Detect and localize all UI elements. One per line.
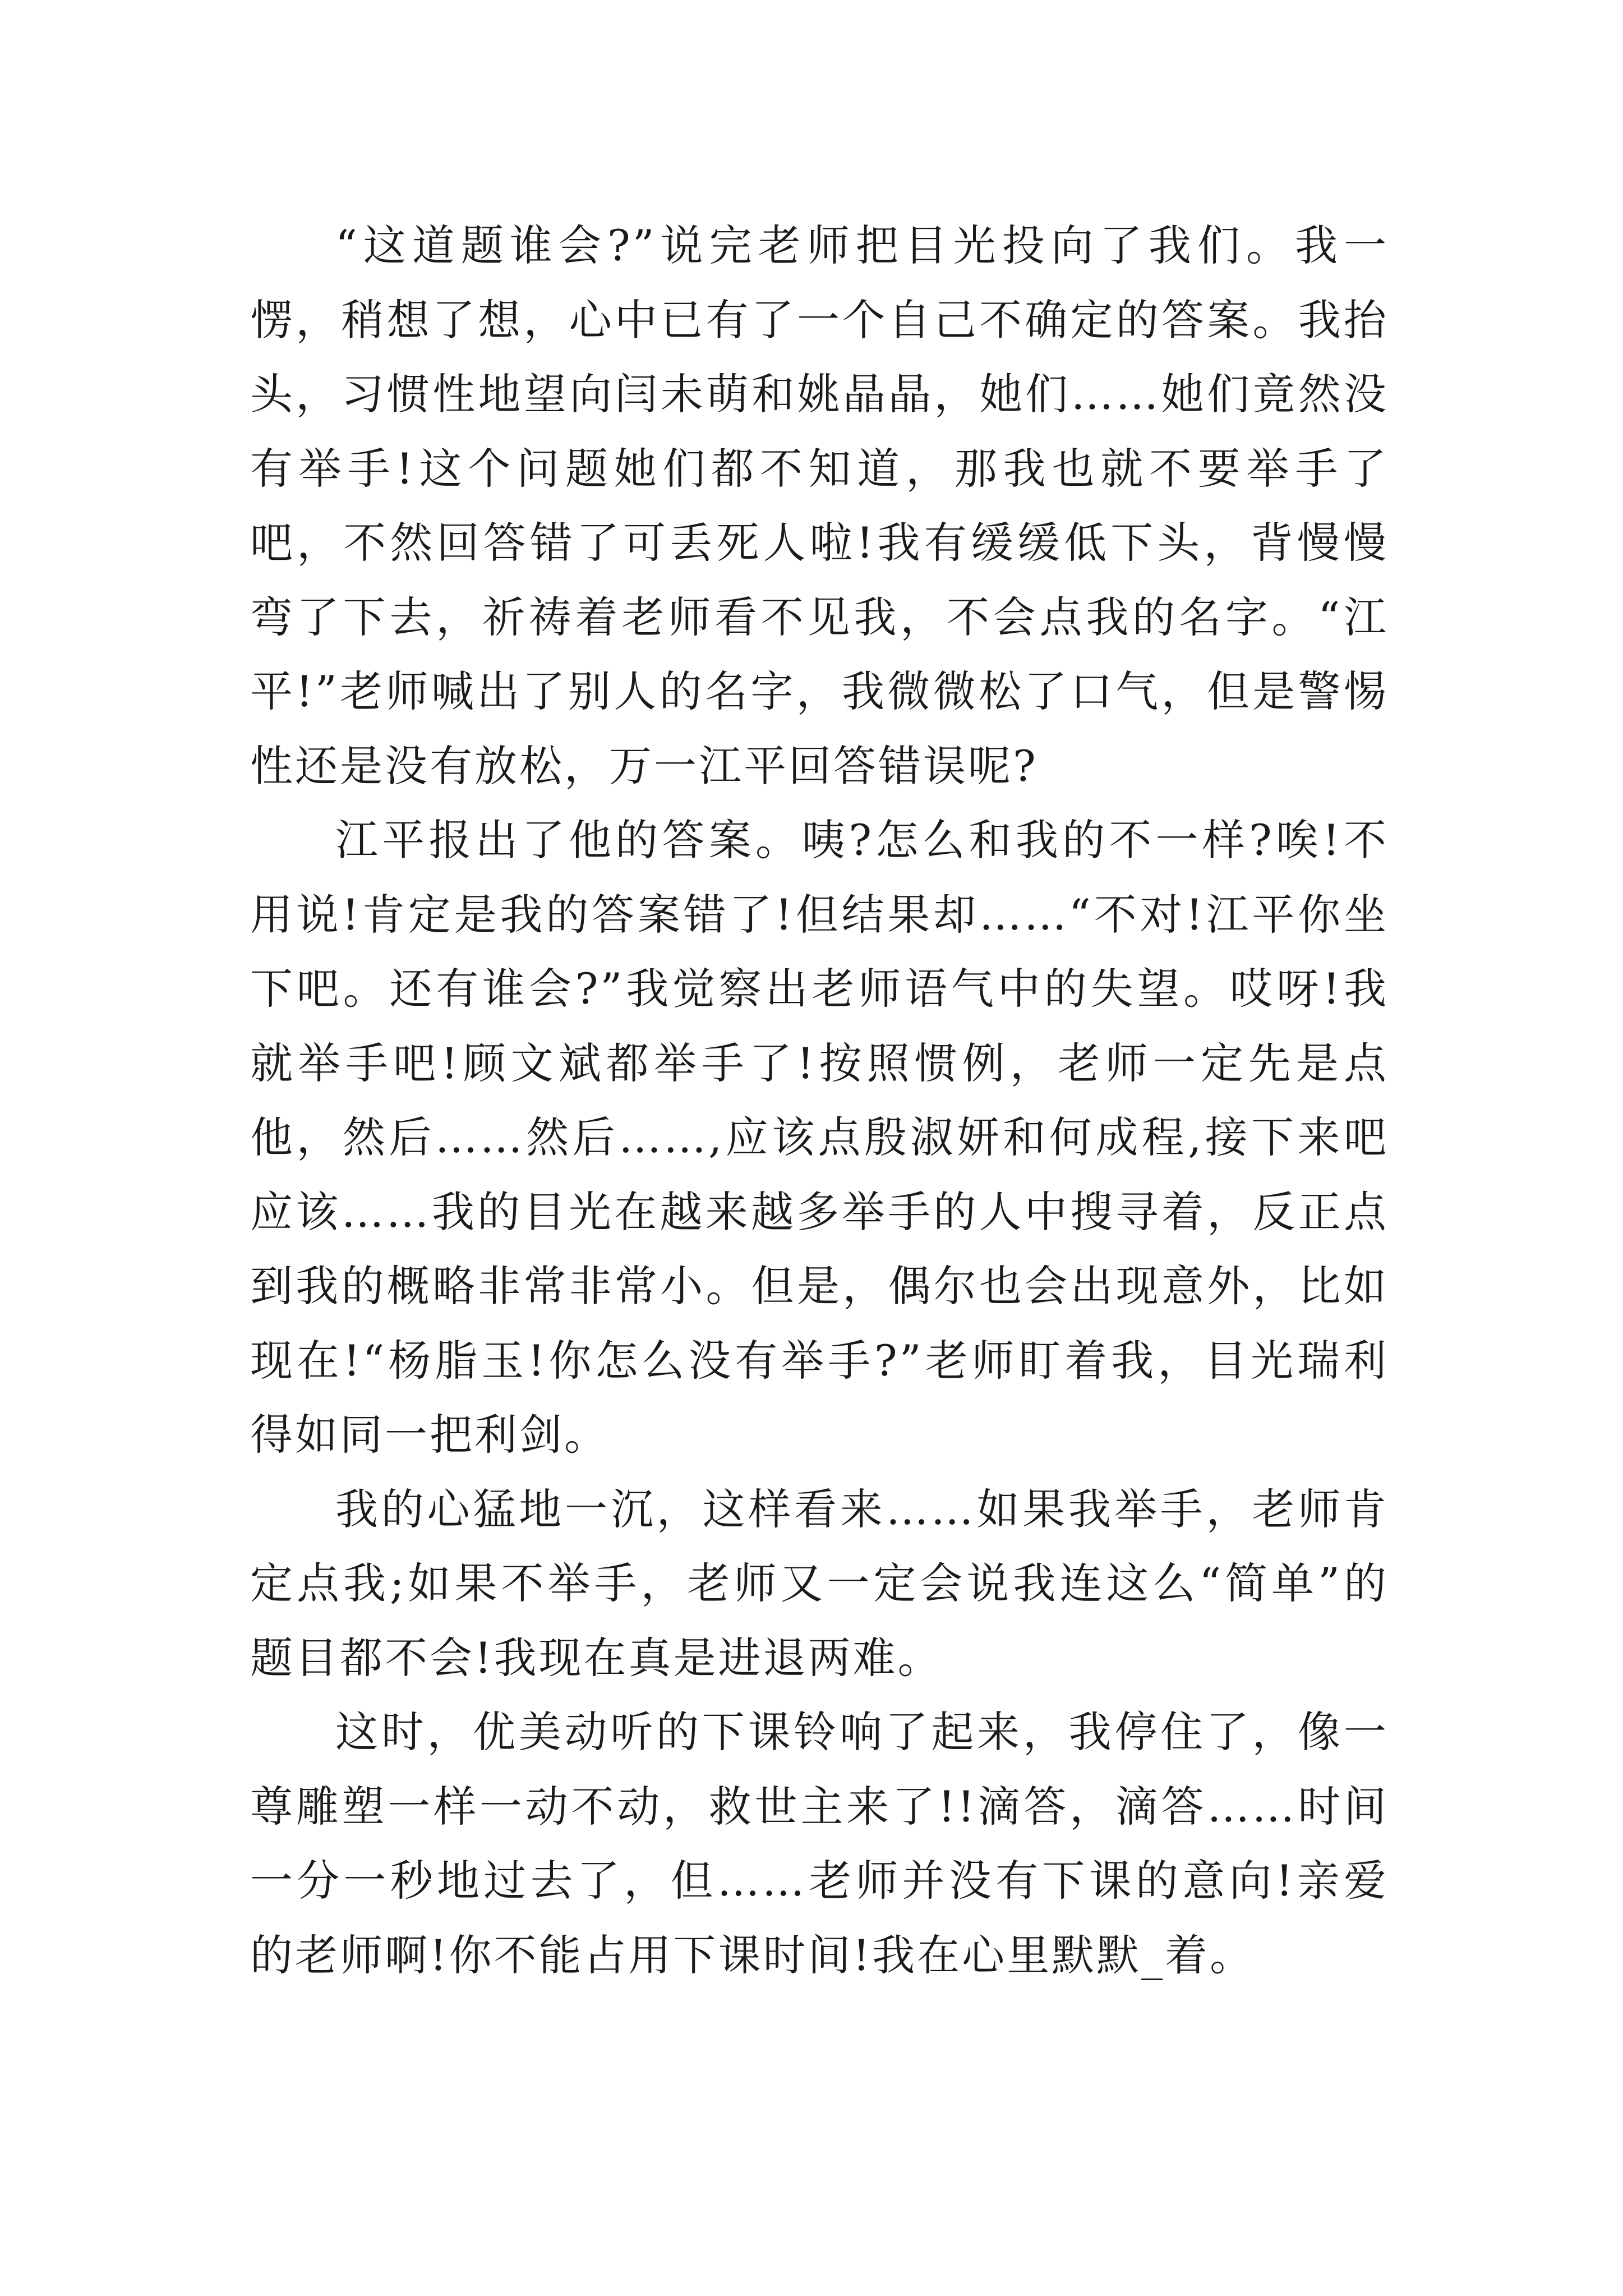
paragraph-2: 江平报出了他的答案。咦?怎么和我的不一样?唉!不用说!肯定是我的答案错了!但结果却……“不对!江平你坐下吧。还有谁会?”我觉察出老师语气中的失望。哎呀!我就举手吧!顾文斌都举手了!按照惯例，老师一定先是点他，然后……然后……,应该点殷淑妍和何成程,接下来吧应该……我的目光在越来越多举手的人中搜寻着，反正点到我的概略非常非常小。但是，偶尔也会出现意外，比如现在!“杨脂玉!你怎么没有举手?”老师盯着我，目光瑞利得如同一把利剑。: [250, 815, 1389, 1460]
document-body: [250, 209, 1389, 1993]
paragraph-4: 这时，优美动听的下课铃响了起来，我停住了，像一尊雕塑一样一动不动，救世主来了!!滴答，滴答……时间一分一秒地过去了，但……老师并没有下课的意向!亲爱的老师啊!你不能占用下课时间!我在心里默默_着。: [250, 1707, 1389, 1980]
paragraph-3: 我的心猛地一沉，这样看来……如果我举手，老师肯定点我;如果不举手，老师又一定会说我连这么“简单”的题目都不会!我现在真是进退两难。: [250, 1484, 1389, 1683]
paragraph-1: “这道题谁会?”说完老师把目光投向了我们。我一愣，稍想了想，心中已有了一个自己不确定的答案。我抬头，习惯性地望向闫未萌和姚晶晶，她们……她们竟然没有举手!这个问题她们都不知道，那我也就不要举手了吧，不然回答错了可丢死人啦!我有缓缓低下头，背慢慢弯了下去，祈祷着老师看不见我，不会点我的名字。“江平!”老师喊出了别人的名字，我微微松了口气，但是警惕性还是没有放松，万一江平回答错误呢?: [250, 220, 1389, 791]
